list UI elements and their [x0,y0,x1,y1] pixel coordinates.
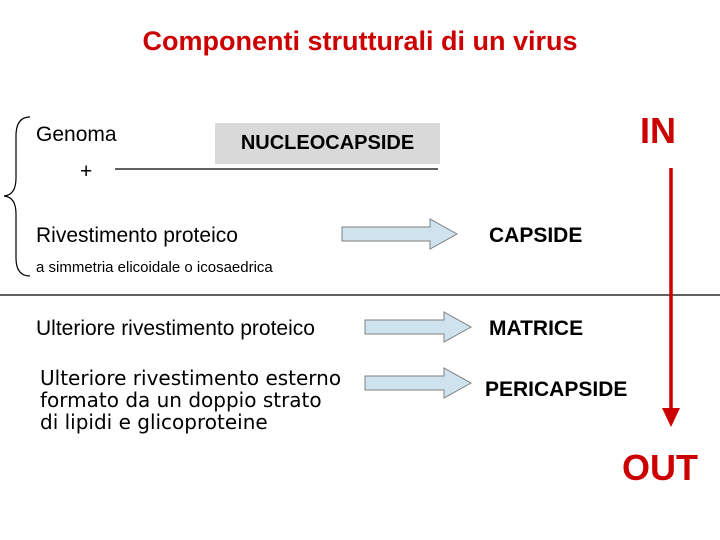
nucleocapside-box [215,123,440,164]
in-label: IN [640,110,676,151]
nucleocapside-label: NUCLEOCAPSIDE [240,132,415,154]
plus-sign: + [80,160,93,183]
genoma-label: Genoma [36,123,117,146]
pericapside-label: PERICAPSIDE [485,378,628,401]
in-out-arrowhead [662,408,680,427]
diagram-title: Componenti strutturali di un virus [142,26,578,56]
simmetria-label: a simmetria elicoidale o icosaedrica [36,259,273,276]
arrow-capside [342,219,457,249]
ulteriore-rivestimento-label: Ulteriore rivestimento proteico [36,317,315,340]
left-brace [4,117,30,276]
capside-label: CAPSIDE [489,224,583,247]
rivestimento-proteico-label: Rivestimento proteico [36,224,238,247]
out-label: OUT [622,447,698,488]
matrice-label: MATRICE [489,317,584,340]
rivestimento-esterno-label: Ulteriore rivestimento esterno formato da un doppio strato di lipidi e glicoproteine [40,366,342,434]
arrow-matrice [365,312,471,342]
arrow-pericapside [365,368,471,398]
